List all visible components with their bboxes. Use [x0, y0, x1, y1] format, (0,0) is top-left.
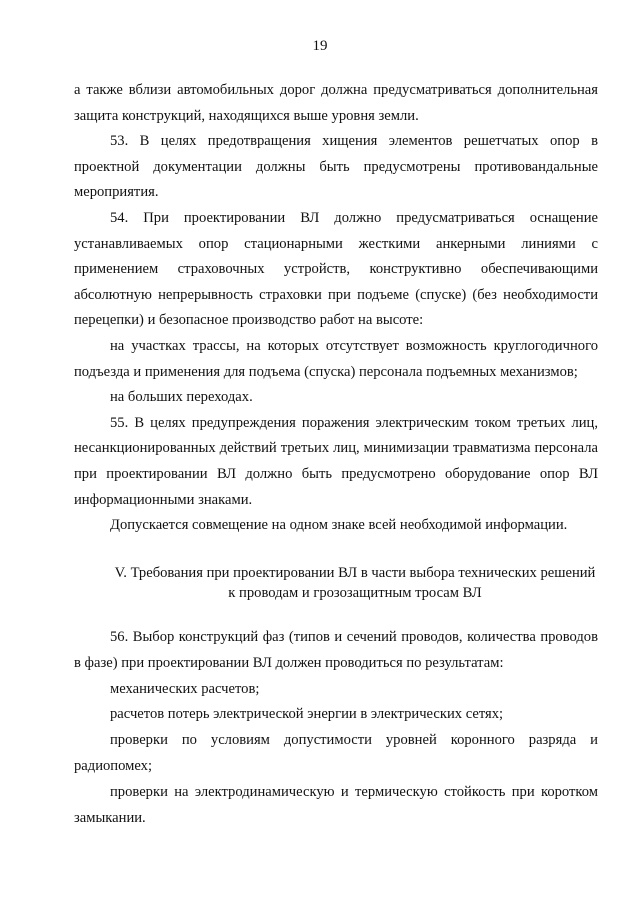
- paragraph-56-item-2: расчетов потерь электрической энергии в электрических сетях;: [110, 706, 504, 723]
- paragraph-56-item-3: проверки по условиям допустимости уровней коронного разряда и радиопомех;: [74, 732, 598, 774]
- paragraph-56-item-4: проверки на электродинамическую и термическую стойкость при коротком замыкании.: [74, 783, 598, 826]
- paragraph-55: 55. В целях предупреждения поражения электрическим током третьих лиц, несанкционированных действий третьих лиц, минимизации травматизма персонала при проектировании ВЛ должно быть предусмотрено оборудование опор ВЛ информационными знаками.: [74, 414, 598, 508]
- section-heading: [100, 563, 610, 603]
- paragraph-56-item-1: механических расчетов;: [110, 680, 260, 697]
- section-heading-line-2: к проводам и грозозащитным тросам ВЛ: [228, 585, 482, 601]
- text-block: [74, 78, 598, 539]
- paragraph-continuation: а также вблизи автомобильных дорог должна предусматриваться дополнительная защита конструкций, находящихся выше уровня земли.: [74, 82, 598, 124]
- paragraph-56: 56. Выбор конструкций фаз (типов и сечений проводов, количества проводов в фазе) при проектировании ВЛ должен проводиться по результатам:: [74, 629, 598, 671]
- paragraph-54-item-2: на больших переходах.: [110, 389, 253, 406]
- paragraph-54-item-1: на участках трассы, на которых отсутствует возможность круглогодичного подъезда и применения для подъема (спуска) персонала подъемных механизмов;: [74, 337, 598, 380]
- paragraph-55-note: Допускается совмещение на одном знаке всей необходимой информации.: [110, 517, 568, 534]
- paragraph-53: 53. В целях предотвращения хищения элементов решетчатых опор в проектной документации должны быть предусмотрены противовандальные мероприятия.: [74, 133, 598, 201]
- page-number: 19: [312, 38, 328, 54]
- section-heading-line-1: V. Требования при проектировании ВЛ в части выбора технических решений: [114, 565, 596, 581]
- text-block-2: [74, 625, 598, 831]
- paragraph-54: 54. При проектировании ВЛ должно предусматриваться оснащение устанавливаемых опор стационарными жесткими анкерными линиями с применением страховочных устройств, конструктивно обеспечивающими абсолютную непрерывность страховки при подъеме (спуске) (без необходимости перецепки) и безопасное производство работ на высоте:: [74, 209, 598, 329]
